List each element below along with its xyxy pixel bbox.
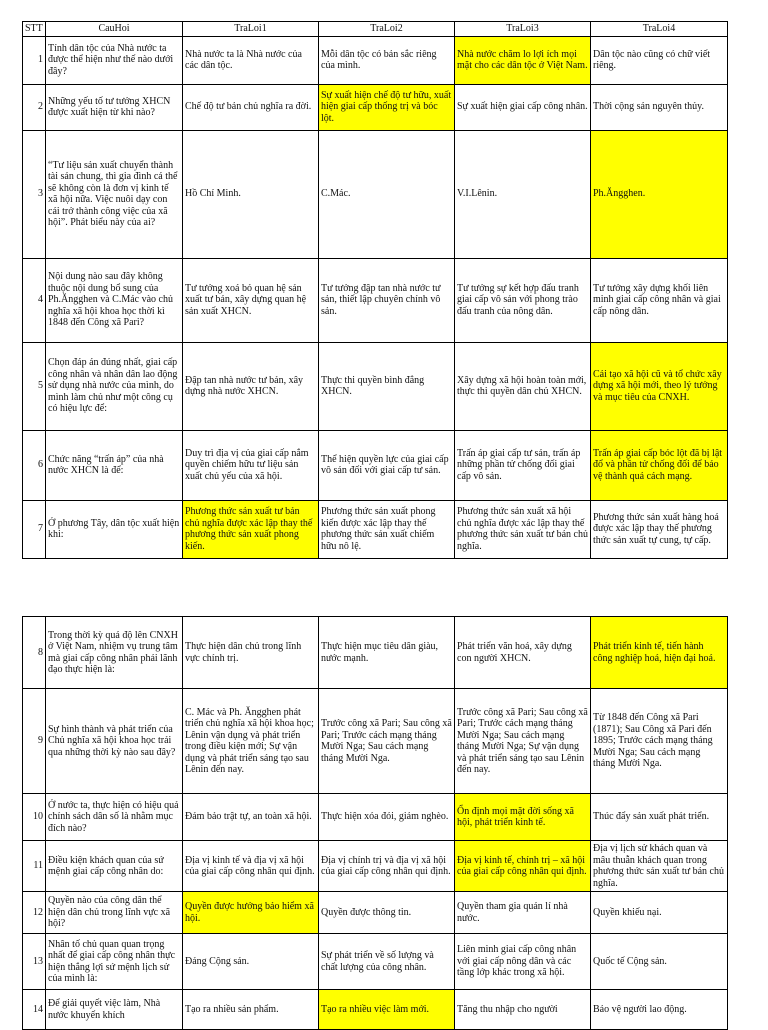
answer-3: Quyền tham gia quản lí nhà nước. [455, 892, 591, 934]
answer-2: Thực hiện mục tiêu dân giàu, nước mạnh. [319, 617, 455, 689]
answer-2: Địa vị chính trị và địa vị xã hội của giai cấp công nhân qui định. [319, 841, 455, 892]
question-number: 5 [23, 342, 46, 430]
answer-2: Phương thức sản xuất phong kiến được xác lập thay thế phương thức sản xuất chiếm hữu nô lệ. [319, 500, 455, 558]
question-row [23, 84, 728, 130]
question-row [23, 36, 728, 84]
answer-4: Thúc đẩy sản xuất phát triển. [591, 794, 728, 841]
column-header: STT [23, 22, 46, 37]
question-text: Nội dung nào sau đây không thuộc nội dung bổ sung của Ph.Ăngghen và C.Mác vào chủ nghĩa xã hội khoa học thời kì 1848 đến Công xã Pari? [46, 258, 183, 342]
answer-1: Thực hiện dân chủ trong lĩnh vực chính trị. [183, 617, 319, 689]
question-text: Điều kiện khách quan của sứ mệnh giai cấp công nhân do: [46, 841, 183, 892]
question-number: 8 [23, 617, 46, 689]
answer-1: Tạo ra nhiều sản phẩm. [183, 990, 319, 1030]
answer-3: Trước công xã Pari; Sau công xã Pari; Trước cách mạng tháng Mười Nga; Sau cách mạng tháng Mười Nga; Sự vận dụng và phát triển sáng tạo sau Lênin đến nay. [455, 689, 591, 794]
question-row [23, 342, 728, 430]
answer-3: Xây dựng xã hội hoàn toàn mới, thực thi quyền dân chủ XHCN. [455, 342, 591, 430]
column-header: TraLoi3 [455, 22, 591, 37]
answer-2: Thực thi quyền bình đẳng XHCN. [319, 342, 455, 430]
question-row [23, 794, 728, 841]
question-text: Chọn đáp án đúng nhất, giai cấp công nhân và nhân dân lao động sử dụng nhà nước của mình, do mình làm chủ như một công cụ có hiệu lực để: [46, 342, 183, 430]
answer-4: Phát triển kinh tế, tiến hành công nghiệp hoá, hiện đại hoá. [591, 617, 728, 689]
column-header: TraLoi2 [319, 22, 455, 37]
answer-2: Mỗi dân tộc có bản sắc riêng của mình. [319, 36, 455, 84]
answer-2: Sự phát triển về số lượng và chất lượng của công nhân. [319, 934, 455, 990]
question-row [23, 617, 728, 689]
answer-4: Phương thức sản xuất hàng hoá được xác lập thay thế phương thức sản xuất tự cung, tự cấp. [591, 500, 728, 558]
answer-2: Tạo ra nhiều việc làm mới. [319, 990, 455, 1030]
answer-2: Thể hiện quyền lực của giai cấp vô sản đối với giai cấp tư sản. [319, 430, 455, 500]
answer-3: V.I.Lênin. [455, 130, 591, 258]
question-text: Chức năng “trấn áp” của nhà nước XHCN là để: [46, 430, 183, 500]
question-number: 7 [23, 500, 46, 558]
answer-1: Đập tan nhà nước tư bản, xây dựng nhà nước XHCN. [183, 342, 319, 430]
question-number: 4 [23, 258, 46, 342]
answer-3: Sự xuất hiện giai cấp công nhân. [455, 84, 591, 130]
answer-2: Trước công xã Pari; Sau công xã Pari; Trước cách mạng tháng Mười Nga; Sau cách mạng tháng Mười Nga. [319, 689, 455, 794]
question-number: 10 [23, 794, 46, 841]
question-row [23, 934, 728, 990]
answer-1: Phương thức sản xuất tư bản chủ nghĩa được xác lập thay thế phương thức sản xuất phong kiến. [183, 500, 319, 558]
answer-4: Quốc tế Cộng sản. [591, 934, 728, 990]
question-text: Ở phương Tây, dân tộc xuất hiện khi: [46, 500, 183, 558]
question-row [23, 430, 728, 500]
answer-1: Hồ Chí Minh. [183, 130, 319, 258]
column-header: CauHoi [46, 22, 183, 37]
answer-4: Tư tưởng xây dựng khối liên minh giai cấp công nhân và giai cấp nông dân. [591, 258, 728, 342]
answer-3: Phương thức sản xuất xã hội chủ nghĩa được xác lập thay thế phương thức sản xuất tư bản chủ nghĩa. [455, 500, 591, 558]
answer-4: Bảo vệ người lao động. [591, 990, 728, 1030]
answer-3: Địa vị kinh tế, chính trị – xã hội của giai cấp công nhân qui định. [455, 841, 591, 892]
answer-1: Đảng Cộng sản. [183, 934, 319, 990]
question-text: Để giải quyết việc làm, Nhà nước khuyến khích [46, 990, 183, 1030]
question-number: 13 [23, 934, 46, 990]
answer-2: C.Mác. [319, 130, 455, 258]
answer-1: Tư tưởng xoá bỏ quan hệ sản xuất tư bản, xây dựng quan hệ sản xuất XHCN. [183, 258, 319, 342]
answer-3: Ổn định mọi mặt đời sống xã hội, phát triển kinh tế. [455, 794, 591, 841]
answer-3: Liên minh giai cấp công nhân với giai cấp nông dân và các tầng lớp khác trong xã hội. [455, 934, 591, 990]
question-text: “Tư liệu sản xuất chuyển thành tài sản chung, thì gia đình cá thể sẽ không còn là đơn vị kinh tế xã hội nữa. Việc nuôi dạy con cái trở thành công việc của xã hội”. Phát biểu này của ai? [46, 130, 183, 258]
answer-1: Địa vị kinh tế và địa vị xã hội của giai cấp công nhân qui định. [183, 841, 319, 892]
question-text: Ở nước ta, thực hiện có hiệu quả chính sách dân số là nhằm mục đích nào? [46, 794, 183, 841]
question-table-1 [22, 21, 728, 559]
answer-3: Trấn áp giai cấp tư sản, trấn áp những phần tử chống đối giai cấp vô sản. [455, 430, 591, 500]
answer-1: Quyền được hưởng bảo hiểm xã hội. [183, 892, 319, 934]
column-header: TraLoi4 [591, 22, 728, 37]
answer-4: Địa vị lịch sử khách quan và mâu thuẫn khách quan trong phương thức sản xuất tư bản chủ nghĩa. [591, 841, 728, 892]
answer-2: Tư tưởng đập tan nhà nước tư sản, thiết lập chuyên chính vô sản. [319, 258, 455, 342]
answer-4: Ph.Ăngghen. [591, 130, 728, 258]
question-row [23, 689, 728, 794]
column-header: TraLoi1 [183, 22, 319, 37]
answer-3: Phát triển văn hoá, xây dựng con người XHCN. [455, 617, 591, 689]
answer-1: Nhà nước ta là Nhà nước của các dân tộc. [183, 36, 319, 84]
question-number: 1 [23, 36, 46, 84]
question-text: Sự hình thành và phát triển của Chủ nghĩa xã hội khoa học trải qua những thời kỳ nào sau đây? [46, 689, 183, 794]
question-row [23, 892, 728, 934]
question-number: 6 [23, 430, 46, 500]
answer-4: Cải tạo xã hội cũ và tổ chức xây dựng xã hội mới, theo lý tưởng và mục tiêu của CNXH. [591, 342, 728, 430]
question-number: 14 [23, 990, 46, 1030]
answer-1: Chế độ tư bản chủ nghĩa ra đời. [183, 84, 319, 130]
answer-4: Từ 1848 đến Công xã Pari (1871); Sau Công xã Pari đến 1895; Trước cách mạng tháng Mười Nga; Sau cách mạng tháng Mười Nga. [591, 689, 728, 794]
question-text: Trong thời kỳ quá độ lên CNXH ở Việt Nam, nhiệm vụ trung tâm mà giai cấp công nhân phải lãnh đạo thực hiện là: [46, 617, 183, 689]
answer-1: Đảm bảo trật tự, an toàn xã hội. [183, 794, 319, 841]
question-table-2 [22, 616, 728, 1030]
question-number: 12 [23, 892, 46, 934]
answer-1: Duy trì địa vị của giai cấp nắm quyền chiếm hữu tư liệu sản xuất chủ yếu của xã hội. [183, 430, 319, 500]
header-row [23, 22, 728, 37]
answer-4: Quyền khiếu nại. [591, 892, 728, 934]
question-row [23, 130, 728, 258]
answer-1: C. Mác và Ph. Ăngghen phát triển chủ nghĩa xã hội khoa học; Lênin vận dụng và phát triển trong điều kiện mới; Sự vận dụng và phát triển sáng tạo sau Lênin đến nay. [183, 689, 319, 794]
question-text: Tính dân tộc của Nhà nước ta được thể hiện như thế nào dưới đây? [46, 36, 183, 84]
answer-2: Quyền được thông tin. [319, 892, 455, 934]
answer-2: Thực hiện xóa đói, giảm nghèo. [319, 794, 455, 841]
question-number: 3 [23, 130, 46, 258]
answer-4: Dân tộc nào cũng có chữ viết riêng. [591, 36, 728, 84]
question-text: Nhân tố chủ quan quan trọng nhất để giai cấp công nhân thực hiện thắng lợi sứ mệnh lịch sử của mình là: [46, 934, 183, 990]
question-row [23, 841, 728, 892]
question-row [23, 258, 728, 342]
answer-4: Trấn áp giai cấp bóc lột đã bị lật đổ và phần tử chống đối để bảo vệ thành quả cách mạng. [591, 430, 728, 500]
question-number: 2 [23, 84, 46, 130]
question-number: 11 [23, 841, 46, 892]
question-number: 9 [23, 689, 46, 794]
question-text: Những yếu tố tư tưởng XHCN được xuất hiện từ khi nào? [46, 84, 183, 130]
question-row [23, 500, 728, 558]
answer-3: Nhà nước chăm lo lợi ích mọi mặt cho các dân tộc ở Việt Nam. [455, 36, 591, 84]
question-text: Quyền nào của công dân thể hiện dân chủ trong lĩnh vực xã hội? [46, 892, 183, 934]
answer-2: Sự xuất hiện chế độ tư hữu, xuất hiện giai cấp thống trị và bóc lột. [319, 84, 455, 130]
answer-3: Tư tưởng sự kết hợp đấu tranh giai cấp vô sản với phong trào đấu tranh của nông dân. [455, 258, 591, 342]
answer-4: Thời cộng sản nguyên thủy. [591, 84, 728, 130]
answer-3: Tăng thu nhập cho người [455, 990, 591, 1030]
